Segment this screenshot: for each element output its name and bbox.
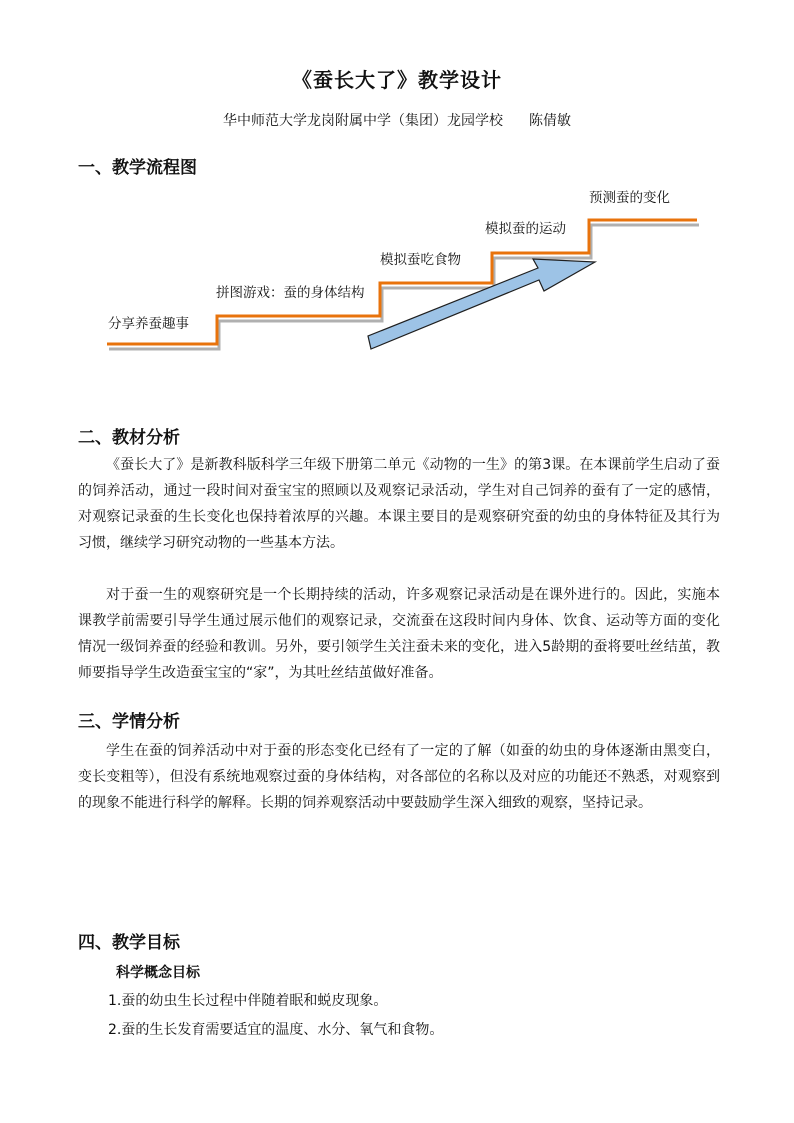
school-name: 华中师范大学龙岗附属中学（集团）龙园学校 xyxy=(223,113,503,129)
section-heading-flowchart: 一、教学流程图 xyxy=(78,158,197,178)
author-name: 陈倩敏 xyxy=(529,113,571,129)
science-concept-goals-heading: 科学概念目标 xyxy=(116,965,200,981)
goal-item-2: 2.蚕的生长发育需要适宜的温度、水分、氧气和食物。 xyxy=(108,1022,444,1038)
progress-arrow xyxy=(368,259,595,349)
document-subtitle xyxy=(0,110,794,130)
flow-step-2: 拼图游戏：蚕的身体结构 xyxy=(216,285,365,301)
section-heading-learner-analysis: 三、学情分析 xyxy=(78,712,180,732)
document-title: 《蚕长大了》教学设计 xyxy=(292,68,502,92)
learner-analysis-paragraph: 学生在蚕的饲养活动中对于蚕的形态变化已经有了一定的了解（如蚕的幼虫的身体逐渐由黑变白，变长变粗等），但没有系统地观察过蚕的身体结构，对各部位的名称以及对应的功能还不熟悉，对观察到的现象不能进行科学的解释。长期的饲养观察活动中要鼓励学生深入细致的观察，坚持记录。 xyxy=(78,743,720,811)
flow-step-5: 预测蚕的变化 xyxy=(589,190,670,206)
material-analysis-paragraph-2: 对于蚕一生的观察研究是一个长期持续的活动，许多观察记录活动是在课外进行的。因此，实施本课教学前需要引导学生通过展示他们的观察记录，交流蚕在这段时间内身体、饮食、运动等方面的变化情况一级饲养蚕的经验和教训。另外，要引领学生关注蚕未来的变化，进入5龄期的蚕将要吐丝结茧，教师要指导学生改造蚕宝宝的“家”，为其吐丝结茧做好准备。 xyxy=(78,587,720,681)
teaching-flowchart xyxy=(0,180,794,380)
flow-step-3: 模拟蚕吃食物 xyxy=(380,252,461,268)
section-heading-material-analysis: 二、教材分析 xyxy=(78,428,180,448)
material-analysis-paragraph-1: 《蚕长大了》是新教科版科学三年级下册第二单元《动物的一生》的第3课。在本课前学生启动了蚕的饲养活动，通过一段时间对蚕宝宝的照顾以及观察记录活动，学生对自己饲养的蚕有了一定的感情，对观察记录蚕的生长变化也保持着浓厚的兴趣。本课主要目的是观察研究蚕的幼虫的身体特征及其行为习惯，继续学习研究动物的一些基本方法。 xyxy=(78,457,720,551)
goal-item-1: 1.蚕的幼虫生长过程中伴随着眠和蜕皮现象。 xyxy=(108,993,388,1009)
section-heading-teaching-goals: 四、教学目标 xyxy=(78,933,180,953)
flow-step-4: 模拟蚕的运动 xyxy=(485,221,566,237)
flow-step-1: 分享养蚕趣事 xyxy=(108,316,189,332)
